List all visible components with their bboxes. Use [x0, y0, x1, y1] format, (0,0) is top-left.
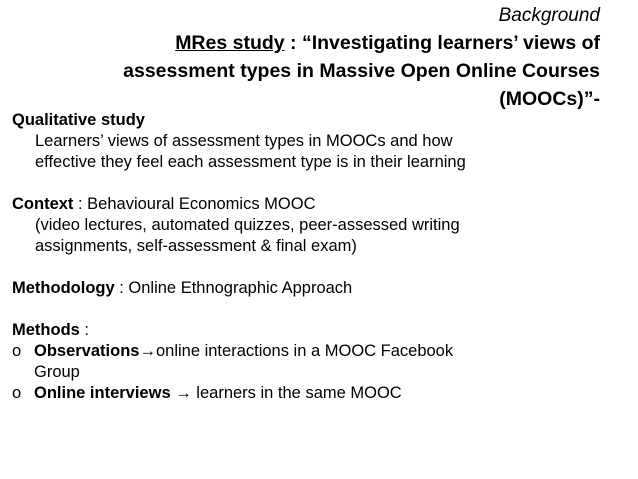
- bullet-icon: o: [12, 384, 22, 402]
- arrow-right-icon: →: [139, 342, 156, 360]
- online-interviews-label: Online interviews: [34, 384, 171, 402]
- qualitative-heading: Qualitative study: [12, 111, 145, 129]
- bullet-icon: o: [12, 342, 22, 360]
- spacer: [12, 173, 632, 194]
- title-line-1-text: : “Investigating learners’ views of: [284, 32, 600, 54]
- slide-body: [12, 110, 632, 404]
- methodology-label: Methodology: [12, 279, 115, 297]
- methodology-value: : Online Ethnographic Approach: [114, 279, 353, 297]
- methods-suffix: :: [79, 321, 90, 339]
- observations-text: online interactions in a MOOC Facebook: [155, 342, 454, 360]
- observations-label: Observations: [34, 342, 140, 360]
- methodology-line: [12, 278, 632, 299]
- context-detail-1: (video lectures, automated quizzes, peer-assessed writing: [35, 216, 460, 234]
- arrow-right-icon: →: [175, 384, 192, 402]
- title-line-3: (MOOCs)”-: [499, 88, 600, 110]
- spacer: [12, 299, 632, 320]
- title-background: Background: [498, 5, 600, 26]
- context-line: [12, 194, 632, 215]
- context-label: Context: [12, 195, 74, 213]
- qualitative-line-1: Learners’ views of assessment types in MOOCs and how: [35, 132, 453, 150]
- online-interviews-text: learners in the same MOOC: [191, 384, 402, 402]
- list-item-observations: [12, 341, 632, 362]
- title-line-2: assessment types in Massive Open Online Courses: [123, 60, 600, 82]
- observations-continuation: Group: [34, 363, 80, 381]
- spacer: [12, 257, 632, 278]
- slide-title: [123, 3, 600, 113]
- methods-label: Methods: [12, 321, 80, 339]
- list-item-online-interviews: [12, 383, 632, 404]
- title-line-1: [123, 29, 600, 57]
- methods-line: [12, 320, 632, 341]
- title-study-label: MRes study: [175, 32, 285, 54]
- qualitative-line-2: effective they feel each assessment type is in their learning: [35, 153, 466, 171]
- context-detail-2: assignments, self-assessment & final exam): [35, 237, 357, 255]
- context-value: : Behavioural Economics MOOC: [73, 195, 316, 213]
